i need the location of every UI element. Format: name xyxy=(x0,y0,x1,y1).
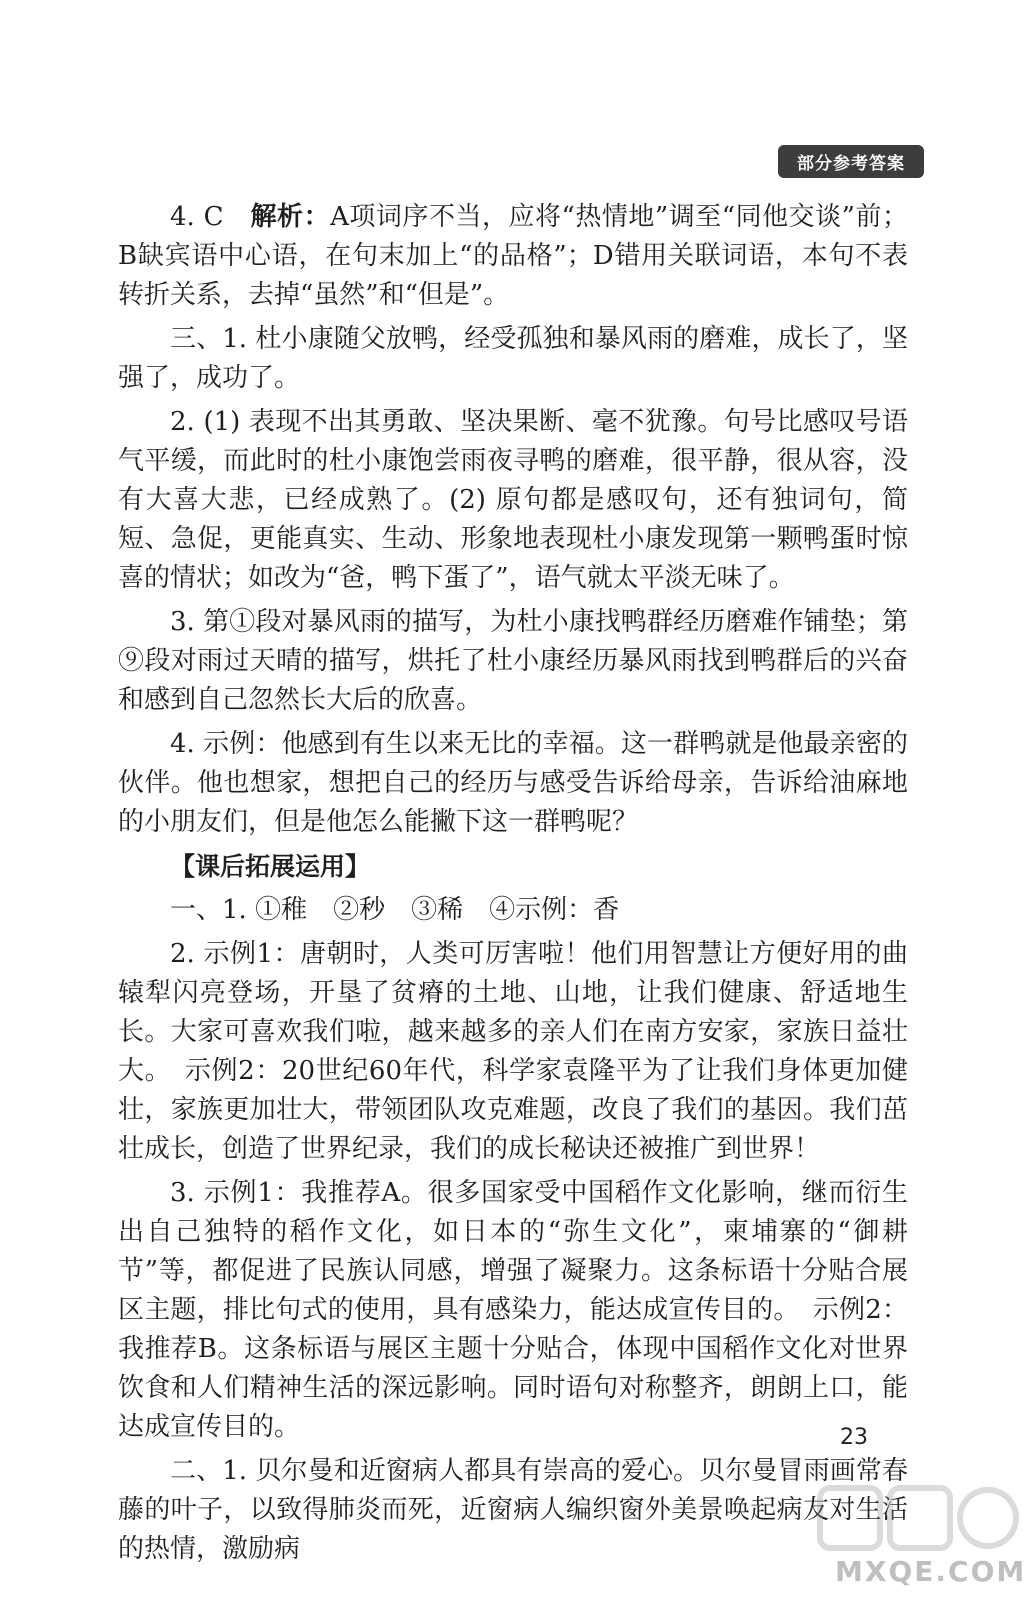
paragraph-3-4: 4. 示例：他感到有生以来无比的幸福。这一群鸭就是他最亲密的伙伴。他也想家，想把自己的经历与感受告诉给母亲，告诉给油麻地的小朋友们，但是他怎么能撇下这一群鸭呢？ xyxy=(118,729,908,837)
paragraph-1-1: 一、1. ①稚 ②秒 ③稀 ④示例：香 xyxy=(170,895,620,925)
paragraph-2-1: 二、1. 贝尔曼和近窗病人都具有崇高的爱心。贝尔曼冒雨画常春藤的叶子，以致得肺炎而死，近窗病人编织窗外美景唤起病友对生活的热情，激励病 xyxy=(118,1456,908,1564)
section-heading: 【课后拓展运用】 xyxy=(170,852,371,881)
paragraph-3-2: 2. (1) 表现不出其勇敢、坚决果断、毫不犹豫。句号比感叹号语气平缓，而此时的杜小康饱尝雨夜寻鸭的磨难，很平静，很从容，没有大喜大悲，已经成熟了。(2) 原句都是感叹句，还有独词句，简短、急促，更能真实、生动、形象地表现杜小康发现第一颗鸭蛋时惊喜的情状；如改为“爸，鸭下蛋了”，语气就太平淡无味了。 xyxy=(118,407,908,593)
section-badge: 部分参考答案 xyxy=(778,145,924,178)
answer-content xyxy=(118,198,908,1574)
paragraph-1-2: 2. 示例1：唐朝时，人类可厉害啦！他们用智慧让方便好用的曲辕犁闪亮登场，开垦了贫瘠的土地、山地，让我们健康、舒适地生长。大家可喜欢我们啦，越来越多的亲人们在南方安家，家族日益壮大。 示例2：20世纪60年代，科学家袁隆平为了让我们身体更加健壮，家族更加壮大，带领团队攻克难题，改良了我们的基因。我们茁壮成长，创造了世界纪录，我们的成长秘诀还被推广到世界！ xyxy=(118,939,908,1164)
paragraph-3-3: 3. 第①段对暴风雨的描写，为杜小康找鸭群经历磨难作铺垫；第⑨段对雨过天晴的描写，烘托了杜小康经历暴风雨找到鸭群后的兴奋和感到自己忽然长大后的欣喜。 xyxy=(118,607,908,715)
answer-lead: 4. C xyxy=(170,202,224,232)
page-number: 23 xyxy=(840,1425,868,1450)
paragraph-answer-4c xyxy=(118,198,908,315)
analysis-label: 解析： xyxy=(250,202,331,232)
paragraph-3-1: 三、1. 杜小康随父放鸭，经受孤独和暴风雨的磨难，成长了，坚强了，成功了。 xyxy=(118,324,908,393)
paragraph-1-3: 3. 示例1：我推荐A。很多国家受中国稻作文化影响，继而衍生出自己独特的稻作文化，如日本的“弥生文化”，柬埔寨的“御耕节”等，都促进了民族认同感，增强了凝聚力。这条标语十分贴合展区主题，排比句式的使用，具有感染力，能达成宣传目的。 示例2：我推荐B。这条标语与展区主题十分贴合，体现中国稻作文化对世界饮食和人们精神生活的深远影响。同时语句对称整齐，朗朗上口，能达成宣传目的。 xyxy=(118,1178,908,1442)
analysis-text: A项词序不当，应将“热情地”调至“同他交谈”前；B缺宾语中心语，在句末加上“的品格”；D错用关联词语，本句不表转折关系，去掉“虽然”和“但是”。 xyxy=(118,202,908,310)
watermark-text: MXQE.COM xyxy=(835,1555,1027,1588)
